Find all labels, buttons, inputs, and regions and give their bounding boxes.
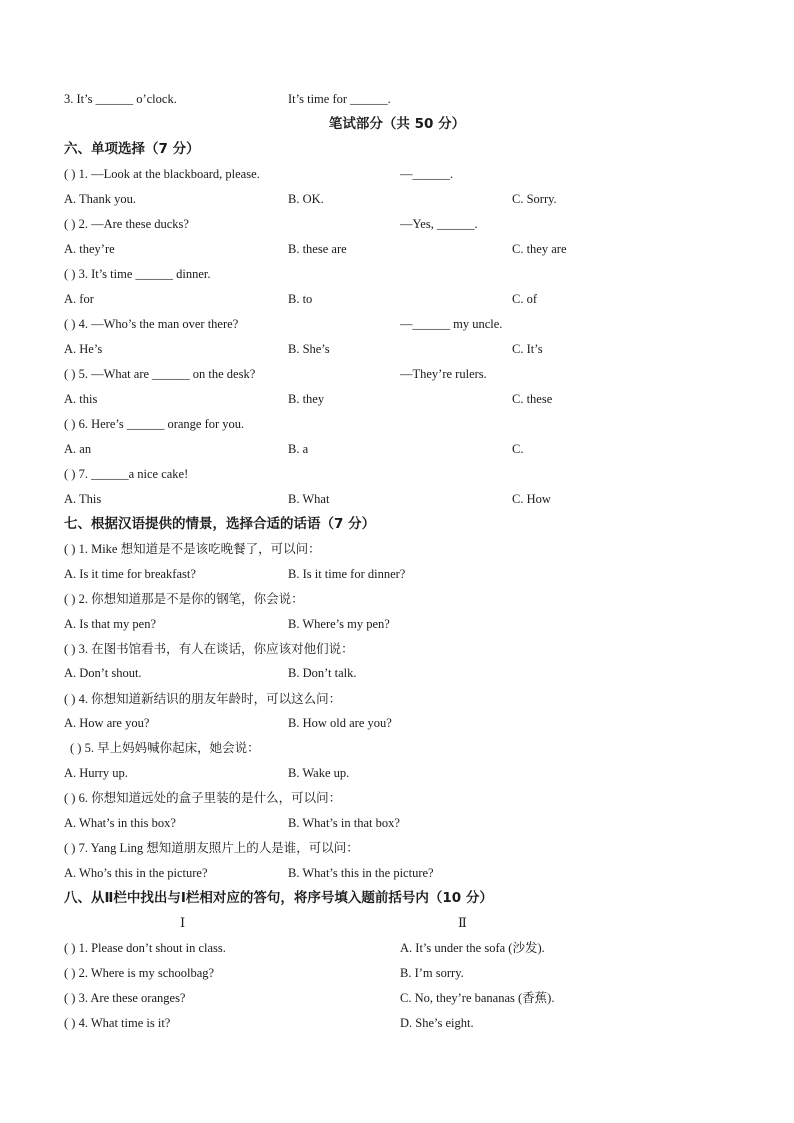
options-row [0,188,794,210]
options-row [0,238,794,260]
column-2-label: Ⅱ [458,915,467,930]
matching-question: ( ) 3. Are these oranges? [64,991,186,1005]
question-row [0,313,794,335]
option-a: A. What’s in this box? [64,816,176,830]
question-row [0,737,794,759]
option-a: A. Thank you. [64,192,136,206]
options-row [0,762,794,784]
question-stem: ( ) 6. 你想知道远处的盒子里装的是什么，可以问： [64,791,342,805]
option-a: A. Is it time for breakfast? [64,567,196,581]
question-reply: —They’re rulers. [400,367,487,381]
options-row [0,712,794,734]
question-row [0,638,794,660]
option-a: A. This [64,492,102,506]
options-row [0,563,794,585]
part-title: 笔试部分（共 50 分） [328,116,466,132]
section-8-heading: 八、从Ⅱ栏中找出与Ⅰ栏相对应的答句，将序号填入题前括号内（10 分） [64,890,493,906]
option-b: B. Is it time for dinner? [288,567,406,581]
question-stem: 3. It’s ______ o’clock. [64,92,177,106]
option-c: C. these [512,392,553,406]
question-row [0,837,794,859]
option-c: C. of [512,292,537,306]
question-row [0,163,794,185]
option-c: C. It’s [512,342,543,356]
option-b: B. She’s [288,342,330,356]
question-row [0,538,794,560]
question-row [0,688,794,710]
matching-question: ( ) 1. Please don’t shout in class. [64,941,226,955]
question-row [0,787,794,809]
matching-answer: A. It’s under the sofa (沙发). [400,941,545,955]
matching-answer: D. She’s eight. [400,1016,474,1030]
matching-question: ( ) 4. What time is it? [64,1016,171,1030]
options-row [0,662,794,684]
option-b: B. What’s this in the picture? [288,866,434,880]
question-stem: ( ) 5. —What are ______ on the desk? [64,367,256,381]
matching-row [0,1012,794,1034]
option-a: A. this [64,392,98,406]
option-b: B. they [288,392,325,406]
option-c: C. they are [512,242,567,256]
option-b: B. Wake up. [288,766,350,780]
section-6-heading: 六、单项选择（7 分） [64,141,200,157]
option-b: B. to [288,292,313,306]
options-row [0,388,794,410]
matching-row [0,962,794,984]
question-stem: ( ) 2. 你想知道那是不是你的钢笔，你会说： [64,592,304,606]
option-a: A. they’re [64,242,115,256]
question-row [0,463,794,485]
question-row [0,88,794,110]
question-reply: —______ my uncle. [400,317,503,331]
question-stem: ( ) 3. It’s time ______ dinner. [64,267,211,281]
option-a: A. for [64,292,94,306]
option-a: A. He’s [64,342,103,356]
option-a: A. Don’t shout. [64,666,142,680]
question-stem: ( ) 1. Mike 想知道是不是该吃晚餐了，可以问： [64,542,321,556]
section-heading [0,513,794,535]
section-7-heading: 七、根据汉语提供的情景，选择合适的话语（7 分） [64,516,376,532]
question-stem: ( ) 2. —Are these ducks? [64,217,189,231]
option-b: B. Don’t talk. [288,666,357,680]
option-a: A. Who’s this in the picture? [64,866,208,880]
options-row [0,438,794,460]
question-stem: ( ) 5. 早上妈妈喊你起床，她会说： [70,741,260,755]
matching-row [0,987,794,1009]
option-a: A. Hurry up. [64,766,128,780]
options-row [0,488,794,510]
question-row [0,213,794,235]
matching-answer: C. No, they’re bananas (香蕉). [400,991,555,1005]
matching-answer: B. I’m sorry. [400,966,464,980]
question-row [0,363,794,385]
option-a: A. Is that my pen? [64,617,156,631]
question-row [0,588,794,610]
question-stem: ( ) 4. 你想知道新结识的朋友年龄时，可以这么问： [64,692,342,706]
option-b: B. What’s in that box? [288,816,400,830]
question-stem: ( ) 4. —Who’s the man over there? [64,317,239,331]
question-reply: —______. [400,167,454,181]
question-stem-right: It’s time for ______. [288,92,391,106]
option-b: B. How old are you? [288,716,392,730]
option-a: A. an [64,442,92,456]
options-row [0,288,794,310]
options-row [0,862,794,884]
question-reply: —Yes, ______. [400,217,478,231]
question-stem: ( ) 7. Yang Ling 想知道朋友照片上的人是谁，可以问： [64,841,359,855]
question-row [0,263,794,285]
option-a: A. How are you? [64,716,150,730]
question-stem: ( ) 7. ______a nice cake! [64,467,189,481]
options-row [0,338,794,360]
option-b: B. Where’s my pen? [288,617,390,631]
question-stem: ( ) 3. 在图书馆看书，有人在谈话，你应该对他们说： [64,642,354,656]
question-stem: ( ) 6. Here’s ______ orange for you. [64,417,245,431]
question-stem: ( ) 1. —Look at the blackboard, please. [64,167,260,181]
option-c: C. Sorry. [512,192,557,206]
matching-row [0,937,794,959]
column-1-label: Ⅰ [180,915,186,930]
options-row [0,613,794,635]
option-b: B. these are [288,242,347,256]
matching-question: ( ) 2. Where is my schoolbag? [64,966,215,980]
option-b: B. What [288,492,330,506]
option-c: C. [512,442,524,456]
option-b: B. OK. [288,192,324,206]
question-row [0,413,794,435]
section-heading [0,887,794,909]
section-heading [0,138,794,160]
column-labels-row [0,912,794,934]
option-b: B. a [288,442,309,456]
option-c: C. How [512,492,551,506]
options-row [0,812,794,834]
